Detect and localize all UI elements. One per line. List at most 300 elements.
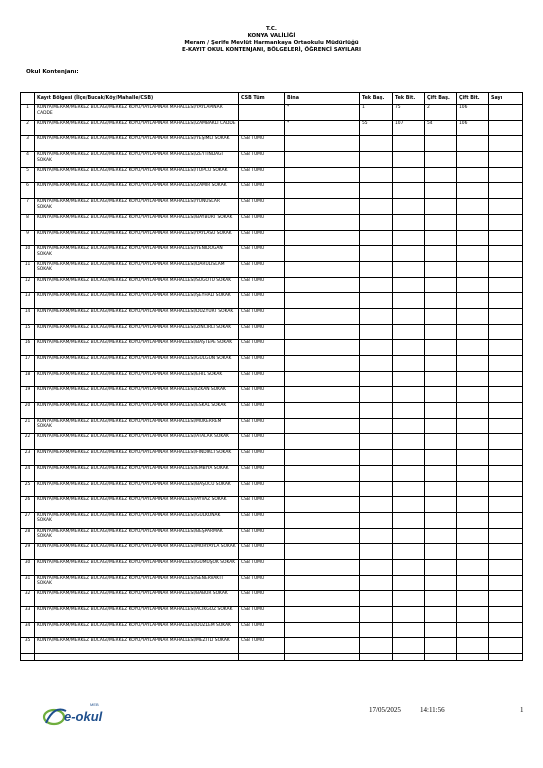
row-cift-bit xyxy=(457,465,489,481)
table-row xyxy=(21,512,523,528)
row-bina xyxy=(285,261,360,277)
table-row xyxy=(21,293,523,309)
row-region: KONYA/MERAM/MERKEZ BUCAĞI/MERKEZ KÖYÜ/YAYLAPINAR MAHALLESİ/YEŞİMLİ SOKAK xyxy=(35,136,239,152)
row-sayi xyxy=(489,575,523,591)
row-tek-bit xyxy=(393,418,425,434)
row-region: KONYA/MERAM/MERKEZ BUCAĞI/MERKEZ KÖYÜ/YAYLAPINAR MAHALLESİ/BAYBURT SOKAK xyxy=(35,214,239,230)
row-region: KONYA/MERAM/MERKEZ BUCAĞI/MERKEZ KÖYÜ/YAYLAPINAR MAHALLESİ/DÜZLEM SOKAK xyxy=(35,622,239,638)
row-cift-bit xyxy=(457,308,489,324)
row-bina xyxy=(285,152,360,168)
row-tek-bas xyxy=(360,230,393,246)
row-region: KONYA/MERAM/MERKEZ BUCAĞI/MERKEZ KÖYÜ/YAYLAPINAR MAHALLESİ/EHİL SOKAK xyxy=(35,371,239,387)
row-bina xyxy=(285,544,360,560)
row-region: KONYA/MERAM/MERKEZ BUCAĞI/MERKEZ KÖYÜ/YAYLAPINAR MAHALLESİ/DUZYURT SOKAK xyxy=(35,308,239,324)
empty-cell xyxy=(239,654,285,661)
row-cift-bit xyxy=(457,277,489,293)
row-index: 2 xyxy=(21,120,35,136)
row-index: 33 xyxy=(21,607,35,623)
header-report-title: E-KAYIT OKUL KONTENJANI, BÖLGELERİ, ÖĞRENCİ SAYILARI xyxy=(182,47,361,53)
row-cift-bas xyxy=(425,277,457,293)
row-cift-bit xyxy=(457,152,489,168)
row-index: 13 xyxy=(21,293,35,309)
header-school: Meram / Şerife Mevlüt Harmankaya Ortaokulu Müdürlüğü xyxy=(184,40,359,46)
row-tek-bas xyxy=(360,293,393,309)
row-csb: CSB TÜMÜ xyxy=(239,497,285,513)
row-csb: CSB TÜMÜ xyxy=(239,152,285,168)
row-index: 23 xyxy=(21,450,35,466)
row-bina xyxy=(285,528,360,544)
row-csb xyxy=(239,120,285,136)
col-header-cift-bas: Çift Baş. xyxy=(425,93,457,105)
row-index: 7 xyxy=(21,199,35,215)
row-csb: CSB TÜMÜ xyxy=(239,512,285,528)
row-tek-bas xyxy=(360,167,393,183)
row-cift-bit xyxy=(457,481,489,497)
row-index: 10 xyxy=(21,246,35,262)
col-header-cift-bit: Çift Bit. xyxy=(457,93,489,105)
row-csb: CSB TÜMÜ xyxy=(239,246,285,262)
row-cift-bit xyxy=(457,607,489,623)
row-tek-bit xyxy=(393,136,425,152)
row-cift-bas xyxy=(425,167,457,183)
row-tek-bas xyxy=(360,528,393,544)
col-header-index xyxy=(21,93,35,105)
row-cift-bas xyxy=(425,418,457,434)
row-cift-bit xyxy=(457,544,489,560)
table-row xyxy=(21,136,523,152)
row-tek-bit xyxy=(393,230,425,246)
row-region: KONYA/MERAM/MERKEZ BUCAĞI/MERKEZ KÖYÜ/YAYLAPINAR MAHALLESİ/YAYLAPINAR CADDE xyxy=(35,105,239,121)
table-row xyxy=(21,308,523,324)
row-sayi xyxy=(489,434,523,450)
row-csb: CSB TÜMÜ xyxy=(239,387,285,403)
row-tek-bas xyxy=(360,434,393,450)
row-sayi xyxy=(489,512,523,528)
row-csb: CSB TÜMÜ xyxy=(239,622,285,638)
row-cift-bas xyxy=(425,356,457,372)
row-index: 21 xyxy=(21,418,35,434)
row-cift-bit xyxy=(457,403,489,419)
row-region: KONYA/MERAM/MERKEZ BUCAĞI/MERKEZ KÖYÜ/YAYLAPINAR MAHALLESİ/DARÜLİSLAM SOKAK xyxy=(35,261,239,277)
row-sayi xyxy=(489,403,523,419)
row-region: KONYA/MERAM/MERKEZ BUCAĞI/MERKEZ KÖYÜ/YAYLAPINAR MAHALLESİ/YENİDOĞAN SOKAK xyxy=(35,246,239,262)
row-csb: CSB TÜMÜ xyxy=(239,418,285,434)
table-row xyxy=(21,465,523,481)
row-csb: CSB TÜMÜ xyxy=(239,607,285,623)
row-tek-bit xyxy=(393,638,425,654)
row-sayi xyxy=(489,497,523,513)
row-sayi xyxy=(489,528,523,544)
row-index: 16 xyxy=(21,340,35,356)
row-index: 9 xyxy=(21,230,35,246)
table-row xyxy=(21,356,523,372)
row-csb: CSB TÜMÜ xyxy=(239,575,285,591)
row-tek-bit xyxy=(393,324,425,340)
row-bina xyxy=(285,418,360,434)
row-index: 27 xyxy=(21,512,35,528)
row-bina xyxy=(285,387,360,403)
empty-cell xyxy=(489,654,523,661)
row-sayi xyxy=(489,277,523,293)
row-csb: CSB TÜMÜ xyxy=(239,214,285,230)
row-bina xyxy=(285,638,360,654)
row-tek-bit xyxy=(393,575,425,591)
row-index: 17 xyxy=(21,356,35,372)
row-csb: CSB TÜMÜ xyxy=(239,528,285,544)
row-tek-bas xyxy=(360,246,393,262)
table-row xyxy=(21,183,523,199)
row-cift-bit xyxy=(457,214,489,230)
row-cift-bas xyxy=(425,183,457,199)
row-csb: CSB TÜMÜ xyxy=(239,324,285,340)
row-tek-bit xyxy=(393,308,425,324)
row-sayi xyxy=(489,120,523,136)
row-cift-bas xyxy=(425,136,457,152)
row-cift-bit xyxy=(457,324,489,340)
row-csb: CSB TÜMÜ xyxy=(239,199,285,215)
row-tek-bas xyxy=(360,340,393,356)
row-sayi xyxy=(489,544,523,560)
row-cift-bas xyxy=(425,544,457,560)
row-sayi xyxy=(489,356,523,372)
row-index: 14 xyxy=(21,308,35,324)
col-header-region: Kayıt Bölgesi (İlçe/Bucak/Köy/Mahalle/CSB) xyxy=(35,93,239,105)
row-bina xyxy=(285,293,360,309)
row-sayi xyxy=(489,324,523,340)
row-csb: CSB TÜMÜ xyxy=(239,638,285,654)
row-tek-bit xyxy=(393,591,425,607)
row-tek-bas xyxy=(360,183,393,199)
row-tek-bas xyxy=(360,403,393,419)
row-bina xyxy=(285,136,360,152)
row-sayi xyxy=(489,183,523,199)
table-row xyxy=(21,120,523,136)
row-bina xyxy=(285,481,360,497)
row-cift-bit xyxy=(457,261,489,277)
row-index: 12 xyxy=(21,277,35,293)
row-cift-bas xyxy=(425,403,457,419)
table-row xyxy=(21,434,523,450)
row-tek-bas xyxy=(360,481,393,497)
row-cift-bas xyxy=(425,497,457,513)
footer-date: 17/05/2025 xyxy=(369,706,401,714)
table-row xyxy=(21,481,523,497)
table-row xyxy=(21,575,523,591)
row-bina xyxy=(285,607,360,623)
row-tek-bas: 55 xyxy=(360,120,393,136)
table-row xyxy=(21,591,523,607)
row-region: KONYA/MERAM/MERKEZ BUCAĞI/MERKEZ KÖYÜ/YAYLAPINAR MAHALLESİ/İZKAN SOKAK xyxy=(35,387,239,403)
row-cift-bit xyxy=(457,293,489,309)
row-region: KONYA/MERAM/MERKEZ BUCAĞI/MERKEZ KÖYÜ/YAYLAPINAR MAHALLESİ/ACIKGÖZ SOKAK xyxy=(35,607,239,623)
row-bina xyxy=(285,434,360,450)
row-csb: CSB TÜMÜ xyxy=(239,261,285,277)
row-tek-bas xyxy=(360,356,393,372)
row-index: 3 xyxy=(21,136,35,152)
row-cift-bit xyxy=(457,528,489,544)
row-tek-bit: 107 xyxy=(393,120,425,136)
row-cift-bit xyxy=(457,434,489,450)
row-cift-bas xyxy=(425,450,457,466)
row-tek-bas xyxy=(360,622,393,638)
row-index: 22 xyxy=(21,434,35,450)
row-region: KONYA/MERAM/MERKEZ BUCAĞI/MERKEZ KÖYÜ/YAYLAPINAR MAHALLESİ/TOPCU SOKAK xyxy=(35,167,239,183)
row-index: 25 xyxy=(21,481,35,497)
row-tek-bas xyxy=(360,418,393,434)
row-tek-bit xyxy=(393,277,425,293)
row-cift-bit xyxy=(457,230,489,246)
row-cift-bas xyxy=(425,387,457,403)
row-cift-bas: 2 xyxy=(425,105,457,121)
row-sayi xyxy=(489,308,523,324)
table-header-row xyxy=(21,93,523,105)
row-bina xyxy=(285,214,360,230)
row-bina xyxy=(285,199,360,215)
row-bina xyxy=(285,277,360,293)
table-row xyxy=(21,340,523,356)
row-cift-bit xyxy=(457,418,489,434)
row-cift-bas xyxy=(425,371,457,387)
row-csb: CSB TÜMÜ xyxy=(239,544,285,560)
row-csb: CSB TÜMÜ xyxy=(239,465,285,481)
row-bina xyxy=(285,167,360,183)
row-sayi xyxy=(489,607,523,623)
row-cift-bas xyxy=(425,465,457,481)
row-sayi xyxy=(489,622,523,638)
row-cift-bit xyxy=(457,246,489,262)
row-cift-bit xyxy=(457,591,489,607)
row-csb: CSB TÜMÜ xyxy=(239,167,285,183)
logo-small-text: MEB xyxy=(90,702,99,707)
table-row xyxy=(21,528,523,544)
table-row xyxy=(21,152,523,168)
row-cift-bas xyxy=(425,559,457,575)
row-sayi xyxy=(489,465,523,481)
row-csb: CSB TÜMÜ xyxy=(239,308,285,324)
row-sayi xyxy=(489,246,523,262)
row-tek-bit xyxy=(393,544,425,560)
row-tek-bit xyxy=(393,497,425,513)
row-sayi xyxy=(489,638,523,654)
row-cift-bit xyxy=(457,356,489,372)
row-tek-bit xyxy=(393,246,425,262)
row-bina: * xyxy=(285,120,360,136)
row-region: KONYA/MERAM/MERKEZ BUCAĞI/MERKEZ KÖYÜ/YAYLAPINAR MAHALLESİ/MEZİTLİ SOKAK xyxy=(35,638,239,654)
row-bina xyxy=(285,371,360,387)
row-cift-bas: 54 xyxy=(425,120,457,136)
row-bina xyxy=(285,246,360,262)
row-cift-bit xyxy=(457,371,489,387)
empty-cell xyxy=(393,654,425,661)
row-bina xyxy=(285,340,360,356)
row-region: KONYA/MERAM/MERKEZ BUCAĞI/MERKEZ KÖYÜ/YAYLAPINAR MAHALLESİ/ZAMİR SOKAK xyxy=(35,183,239,199)
table-row xyxy=(21,544,523,560)
header-governorship: KONYA VALİLİĞİ xyxy=(247,33,296,39)
table-row xyxy=(21,497,523,513)
col-header-tek-bas: Tek Baş. xyxy=(360,93,393,105)
row-tek-bas xyxy=(360,544,393,560)
row-index: 31 xyxy=(21,575,35,591)
row-region: KONYA/MERAM/MERKEZ BUCAĞI/MERKEZ KÖYÜ/YAYLAPINAR MAHALLESİ/GÜLKONAK SOKAK xyxy=(35,512,239,528)
row-csb xyxy=(239,105,285,121)
row-index: 19 xyxy=(21,387,35,403)
row-tek-bit xyxy=(393,371,425,387)
row-cift-bit xyxy=(457,167,489,183)
row-tek-bas xyxy=(360,324,393,340)
row-region: KONYA/MERAM/MERKEZ BUCAĞI/MERKEZ KÖYÜ/YAYLAPINAR MAHALLESİ/YUNUSLAR SOKAK xyxy=(35,199,239,215)
row-region: KONYA/MERAM/MERKEZ BUCAĞI/MERKEZ KÖYÜ/YAYLAPINAR MAHALLESİ/BEŞPARMAK SOKAK xyxy=(35,528,239,544)
empty-cell xyxy=(21,654,35,661)
row-bina xyxy=(285,450,360,466)
table-row xyxy=(21,638,523,654)
row-index: 20 xyxy=(21,403,35,419)
row-cift-bas xyxy=(425,261,457,277)
empty-cell xyxy=(360,654,393,661)
empty-cell xyxy=(35,654,239,661)
table-row xyxy=(21,387,523,403)
row-tek-bit xyxy=(393,450,425,466)
row-region: KONYA/MERAM/MERKEZ BUCAĞI/MERKEZ KÖYÜ/YAYLAPINAR MAHALLESİ/MORYAYLA SOKAK xyxy=(35,544,239,560)
row-tek-bit xyxy=(393,340,425,356)
row-tek-bas xyxy=(360,387,393,403)
row-tek-bas xyxy=(360,575,393,591)
row-tek-bit xyxy=(393,559,425,575)
table-row xyxy=(21,277,523,293)
row-bina xyxy=(285,575,360,591)
row-sayi xyxy=(489,371,523,387)
row-bina xyxy=(285,324,360,340)
row-cift-bit xyxy=(457,575,489,591)
col-header-bina: Bina xyxy=(285,93,360,105)
row-index: 1 xyxy=(21,105,35,121)
table-row xyxy=(21,559,523,575)
row-csb: CSB TÜMÜ xyxy=(239,277,285,293)
row-cift-bit xyxy=(457,136,489,152)
section-title: Okul Kontenjanı: xyxy=(26,69,79,75)
row-tek-bas: 1 xyxy=(360,105,393,121)
row-tek-bit xyxy=(393,622,425,638)
table-row xyxy=(21,167,523,183)
row-tek-bit xyxy=(393,387,425,403)
row-csb: CSB TÜMÜ xyxy=(239,230,285,246)
row-tek-bit xyxy=(393,512,425,528)
row-tek-bit xyxy=(393,434,425,450)
row-bina xyxy=(285,183,360,199)
row-csb: CSB TÜMÜ xyxy=(239,434,285,450)
row-cift-bit xyxy=(457,340,489,356)
row-cift-bas xyxy=(425,324,457,340)
row-index: 32 xyxy=(21,591,35,607)
row-csb: CSB TÜMÜ xyxy=(239,356,285,372)
row-tek-bas xyxy=(360,607,393,623)
eokul-logo xyxy=(40,699,120,729)
row-tek-bas xyxy=(360,371,393,387)
row-tek-bas xyxy=(360,136,393,152)
row-index: 18 xyxy=(21,371,35,387)
row-index: 30 xyxy=(21,559,35,575)
row-tek-bas xyxy=(360,214,393,230)
row-tek-bit xyxy=(393,293,425,309)
row-sayi xyxy=(489,559,523,575)
row-cift-bit: 106 xyxy=(457,105,489,121)
row-tek-bit: 75 xyxy=(393,105,425,121)
col-header-sayi: Sayı xyxy=(489,93,523,105)
row-cift-bit xyxy=(457,559,489,575)
row-csb: CSB TÜMÜ xyxy=(239,293,285,309)
row-index: 11 xyxy=(21,261,35,277)
empty-cell xyxy=(425,654,457,661)
row-csb: CSB TÜMÜ xyxy=(239,371,285,387)
row-region: KONYA/MERAM/MERKEZ BUCAĞI/MERKEZ KÖYÜ/YAYLAPINAR MAHALLESİ/ŞEYHALİ SOKAK xyxy=(35,293,239,309)
row-cift-bit xyxy=(457,622,489,638)
table-row xyxy=(21,105,523,121)
row-tek-bit xyxy=(393,465,425,481)
row-cift-bit xyxy=(457,199,489,215)
row-tek-bas xyxy=(360,559,393,575)
row-cift-bas xyxy=(425,214,457,230)
row-index: 35 xyxy=(21,638,35,654)
row-tek-bas xyxy=(360,261,393,277)
row-tek-bas xyxy=(360,512,393,528)
row-cift-bas xyxy=(425,591,457,607)
row-index: 24 xyxy=(21,465,35,481)
row-bina xyxy=(285,230,360,246)
row-sayi xyxy=(489,152,523,168)
empty-cell xyxy=(457,654,489,661)
table-row xyxy=(21,246,523,262)
row-sayi xyxy=(489,293,523,309)
logo-text: e-okul xyxy=(64,709,103,724)
table-row xyxy=(21,403,523,419)
row-tek-bit xyxy=(393,167,425,183)
row-cift-bit xyxy=(457,387,489,403)
row-sayi xyxy=(489,105,523,121)
row-cift-bas xyxy=(425,293,457,309)
row-tek-bas xyxy=(360,638,393,654)
row-index: 4 xyxy=(21,152,35,168)
row-bina xyxy=(285,403,360,419)
row-sayi xyxy=(489,387,523,403)
row-sayi xyxy=(489,261,523,277)
row-sayi xyxy=(489,136,523,152)
table-row xyxy=(21,199,523,215)
row-region: KONYA/MERAM/MERKEZ BUCAĞI/MERKEZ KÖYÜ/YAYLAPINAR MAHALLESİ/ZEYTİNDAĞI SOKAK xyxy=(35,152,239,168)
row-bina xyxy=(285,512,360,528)
row-cift-bas xyxy=(425,528,457,544)
row-sayi xyxy=(489,199,523,215)
row-tek-bas xyxy=(360,497,393,513)
row-index: 34 xyxy=(21,622,35,638)
row-cift-bas xyxy=(425,607,457,623)
row-tek-bit xyxy=(393,403,425,419)
row-cift-bas xyxy=(425,340,457,356)
row-csb: CSB TÜMÜ xyxy=(239,591,285,607)
row-region: KONYA/MERAM/MERKEZ BUCAĞI/MERKEZ KÖYÜ/YAYLAPINAR MAHALLESİ/GÜMÜŞOK SOKAK xyxy=(35,559,239,575)
row-index: 28 xyxy=(21,528,35,544)
row-cift-bas xyxy=(425,434,457,450)
row-tek-bit xyxy=(393,481,425,497)
row-sayi xyxy=(489,481,523,497)
row-tek-bit xyxy=(393,199,425,215)
row-sayi xyxy=(489,591,523,607)
row-bina xyxy=(285,465,360,481)
row-cift-bas xyxy=(425,246,457,262)
row-index: 5 xyxy=(21,167,35,183)
row-cift-bit xyxy=(457,183,489,199)
row-tek-bas xyxy=(360,152,393,168)
row-cift-bit: 106 xyxy=(457,120,489,136)
row-cift-bas xyxy=(425,199,457,215)
